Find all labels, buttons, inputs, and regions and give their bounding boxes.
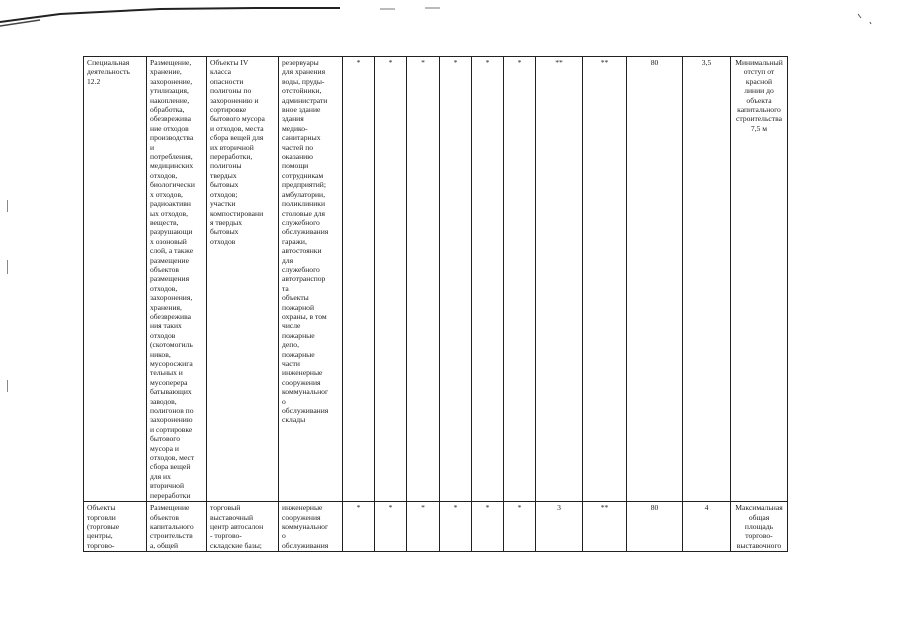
note-cell: Минимальный отступ от красной линии до объекта капитального строительства 7,5 м: [731, 57, 788, 502]
param-cell: 3: [536, 502, 583, 552]
param-cell: *: [343, 502, 375, 552]
scan-top-edge: [0, 0, 905, 40]
note-cell: Максимальная общая площадь торгово- выставочного: [731, 502, 788, 552]
auxiliary-use-cell: инженерные сооружения коммунальног о обслуживания: [279, 502, 343, 552]
param-cell: **: [536, 57, 583, 502]
table-row: [84, 502, 788, 552]
param-cell: 4: [683, 502, 731, 552]
param-cell: 80: [627, 502, 683, 552]
param-cell: *: [472, 502, 504, 552]
main-use-cell: Размещение, хранение, захоронение, утилизация, накопление, обработка, обезврежива ние отходов производства и потребления, медицинских отходов, биологически х отходов, радиоактивн ых отходов, веществ, разрушающи х озоновый слой, а также размещение объектов размещения отходов, захоронения, хранения, обезврежива ния таких отходов (скотомогиль ников, мусоросжига тельных и мусоперера батывающих заводов, полигонов по захоронению и сортировке бытового мусора и отходов, мест сбора вещей для их вторичной переработки: [147, 57, 207, 502]
zone-cell: Объекты торговли (торговые центры, торгово-: [84, 502, 147, 552]
param-cell: **: [583, 502, 627, 552]
param-cell: *: [504, 502, 536, 552]
param-cell: *: [375, 502, 407, 552]
table-row: [84, 57, 788, 502]
param-cell: *: [504, 57, 536, 502]
param-cell: *: [343, 57, 375, 502]
main-use-cell: Размещение объектов капитального строительств а, общей: [147, 502, 207, 552]
zone-cell: Специальная деятельность 12.2: [84, 57, 147, 502]
margin-mark: [7, 380, 8, 392]
param-cell: *: [407, 57, 440, 502]
margin-mark: [7, 260, 8, 274]
param-cell: *: [472, 57, 504, 502]
param-cell: 80: [627, 57, 683, 502]
regulations-table: [83, 56, 788, 552]
param-cell: *: [375, 57, 407, 502]
param-cell: 3,5: [683, 57, 731, 502]
auxiliary-use-cell: резервуары для хранения воды, пруды- отстойники, администрати вное здание здания медико- санитарных частей по оказанию помощи сотрудникам предприятий; амбулатории, поликлиники столовые для служебного обслуживания гаражи, автостоянки для служебного автотранспор та объекты пожарной охраны, в том числе пожарные депо, пожарные части инженерные сооружения коммунальног о обслуживания склады: [279, 57, 343, 502]
param-cell: *: [440, 57, 472, 502]
param-cell: *: [407, 502, 440, 552]
objects-cell: торговый выставочный центр автосалон - торгово- складские базы;: [207, 502, 279, 552]
margin-mark: [7, 200, 8, 212]
param-cell: *: [440, 502, 472, 552]
objects-cell: Объекты IV класса опасности полигоны по захоронению и сортировке бытового мусора и отходов, места сбора вещей для их вторичной переработки, полигоны твердых бытовых отходов; участки компостировани я твердых бытовых отходов: [207, 57, 279, 502]
param-cell: **: [583, 57, 627, 502]
